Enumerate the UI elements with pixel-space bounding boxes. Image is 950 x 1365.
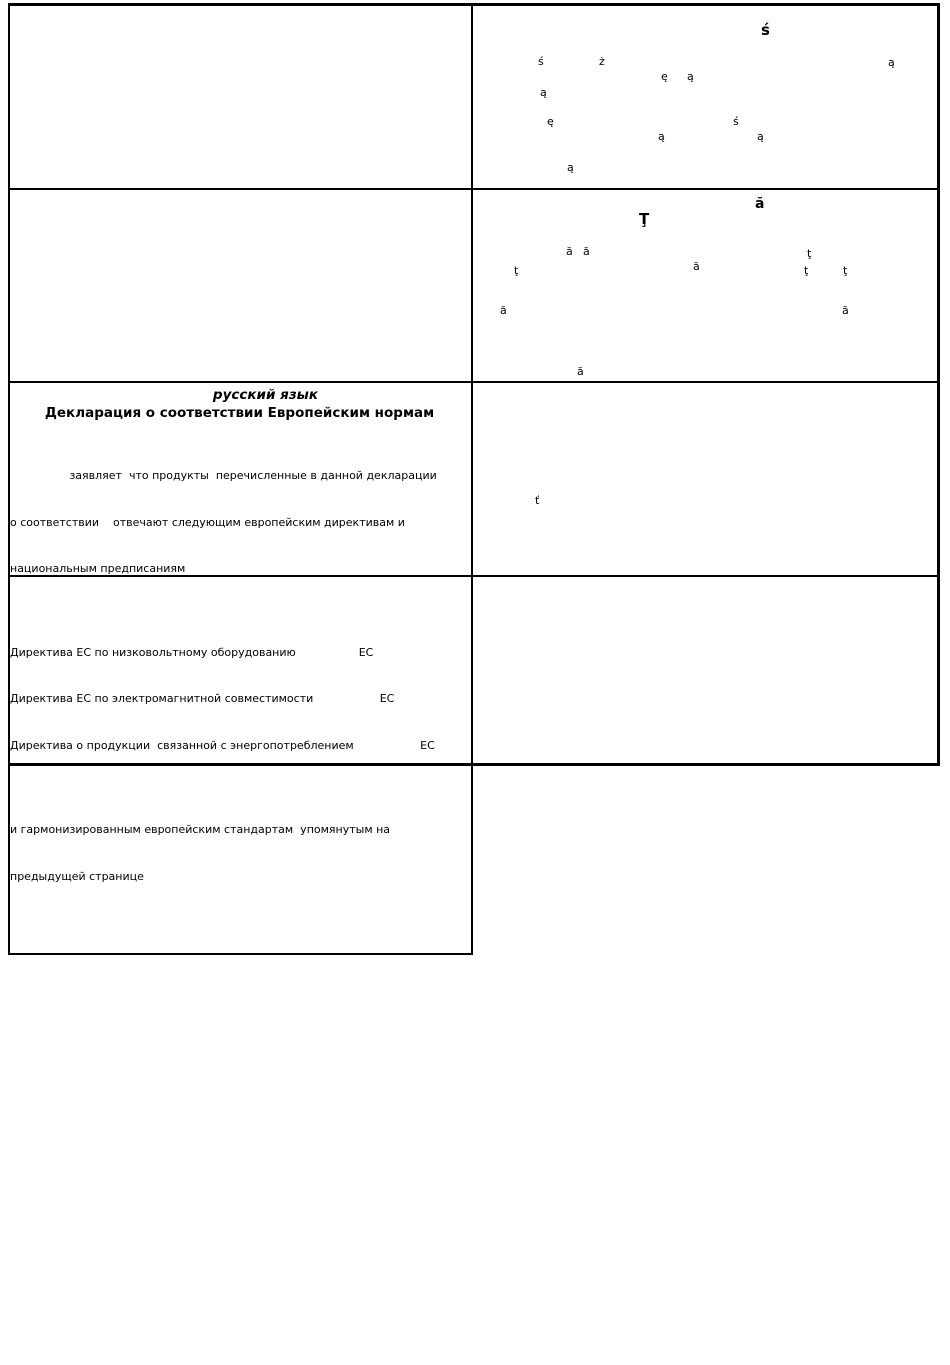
text-line: о соответствии отвечают следующим европейским директивам и	[10, 515, 405, 529]
diacritic-glyph: ť	[535, 494, 540, 507]
cell-row3-right-slovak-declaration	[473, 383, 937, 575]
diacritic-glyph: ą	[888, 56, 895, 69]
diacritic-glyph: ą	[658, 130, 665, 143]
text-line: предыдущей странице	[10, 869, 144, 883]
diacritic-glyph: ę	[661, 70, 668, 83]
diacritic-glyph: ă	[577, 365, 584, 378]
diacritic-glyph: ţ	[514, 264, 519, 277]
diacritic-glyph: ś	[761, 21, 770, 39]
text-line: и гармонизированным европейским стандартам упомянутым на	[10, 823, 391, 836]
diacritic-glyph: Ţ	[639, 210, 650, 228]
russian-directives-list	[10, 614, 469, 785]
diacritic-glyph: ă	[693, 260, 700, 273]
diacritic-glyph: ż	[599, 55, 605, 68]
directive-line-low-voltage: Директива ЕС по низковольтному оборудованию ЕС	[10, 645, 374, 659]
russian-standards-note	[10, 791, 469, 915]
diacritic-glyph: ą	[687, 70, 694, 83]
diacritic-glyph: ś	[538, 55, 544, 68]
cell-row4-right-empty	[473, 577, 937, 763]
russian-declaration-content	[10, 386, 469, 915]
cell-row1-left-empty	[10, 6, 471, 188]
cell-row1-right-polish-declaration	[473, 6, 937, 188]
directive-line-emc: Директива ЕС по электромагнитной совместимости ЕС	[10, 692, 395, 705]
russian-language-heading: русский язык	[212, 387, 319, 403]
diacritic-glyph: ą	[757, 130, 764, 143]
diacritic-glyph: ţ	[807, 247, 812, 260]
directive-line-energy-related: Директива о продукции связанной с энергопотреблением ЕС	[10, 738, 435, 752]
cell-row2-right-romanian-declaration	[473, 190, 937, 381]
russian-intro-paragraph	[10, 437, 469, 608]
diacritic-glyph: ę	[547, 115, 554, 128]
diacritic-glyph: ţ	[843, 264, 848, 277]
russian-declaration-heading: Декларация о соответствии Европейским нормам	[44, 405, 435, 421]
diacritic-glyph: ă	[566, 245, 573, 258]
diacritic-glyph: ă	[755, 196, 765, 212]
text-line: национальным предписаниям	[10, 562, 186, 575]
diacritic-glyph: ţ	[804, 264, 809, 277]
diacritic-glyph: ă	[583, 245, 590, 258]
text-line: заявляет что продукты перечисленные в данной декларации	[10, 469, 437, 482]
diacritic-glyph: ą	[567, 161, 574, 174]
diacritic-glyph: ś	[733, 115, 739, 128]
diacritic-glyph: ą	[540, 86, 547, 99]
table-border-bottom-left	[8, 953, 473, 955]
diacritic-glyph: ă	[842, 304, 849, 317]
cell-row2-left-empty	[10, 190, 471, 381]
table-border-right	[937, 3, 940, 766]
diacritic-glyph: ă	[500, 304, 507, 317]
